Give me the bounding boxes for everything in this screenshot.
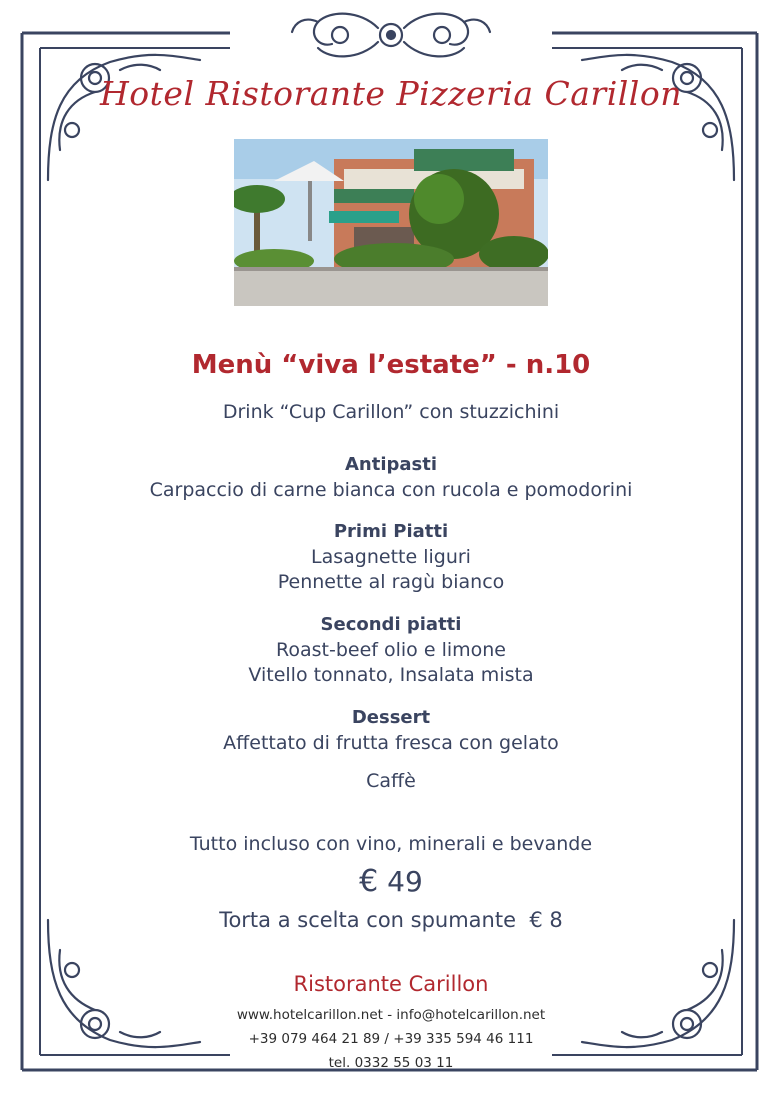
- cake-text: Torta a scelta con spumante: [219, 908, 517, 932]
- hotel-title: Hotel Ristorante Pizzeria Carillon: [100, 74, 682, 113]
- menu-item: Pennette al ragù bianco: [277, 571, 505, 593]
- price-line: [0, 864, 782, 899]
- section-heading-secondi: Secondi piatti: [320, 614, 462, 635]
- section-heading-primi: Primi Piatti: [333, 521, 449, 542]
- web-email: www.hotelcarillon.net - info@hotelcarillon.net: [236, 1007, 546, 1023]
- price-value: 49: [387, 865, 423, 898]
- menu-item: Lasagnette liguri: [311, 546, 471, 568]
- cake-line: [0, 908, 782, 932]
- coffee-line: Caffè: [366, 770, 416, 792]
- section-heading-dessert: Dessert: [351, 707, 431, 728]
- drink-line: Drink “Cup Carillon” con stuzzichini: [222, 401, 560, 423]
- section-heading-antipasti: Antipasti: [344, 454, 438, 475]
- hotel-building-photo: [234, 139, 548, 306]
- menu-item: Carpaccio di carne bianca con rucola e pomodorini: [149, 479, 633, 501]
- menu-title: Menù “viva l’estate” - n.10: [191, 350, 591, 380]
- cake-price: € 8: [529, 908, 563, 932]
- included-line: Tutto incluso con vino, minerali e bevande: [189, 833, 593, 855]
- euro-symbol: €: [359, 864, 379, 899]
- restaurant-name: Ristorante Carillon: [293, 972, 489, 996]
- menu-item: Affettato di frutta fresca con gelato: [223, 732, 559, 754]
- phone-numbers: +39 079 464 21 89 / +39 335 594 46 111: [248, 1031, 534, 1047]
- menu-item: Vitello tonnato, Insalata mista: [248, 664, 534, 686]
- menu-item: Roast-beef olio e limone: [276, 639, 506, 661]
- telephone: tel. 0332 55 03 11: [328, 1055, 454, 1071]
